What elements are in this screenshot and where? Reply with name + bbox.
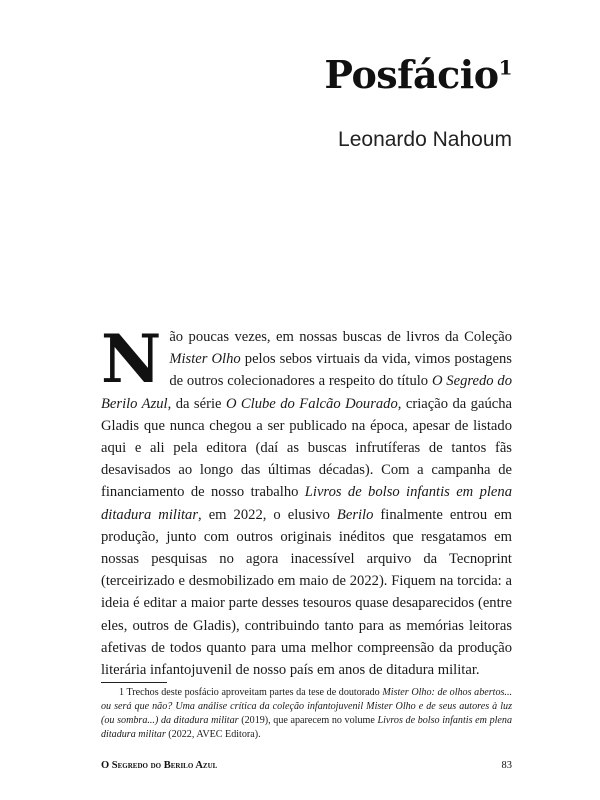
body-segment-italic: Berilo [336, 506, 374, 523]
chapter-title [324, 52, 512, 97]
footnote-segment-italic: Mister Olho: de olhos abertos... ou será que não? Uma análise crítica da coleção infantojuvenil Mister Olho e de seus autores à luz (ou sombra...) da ditadura militar [101, 687, 512, 726]
footnote [101, 686, 512, 742]
author-name: Leonardo Nahoum [338, 128, 512, 151]
body-segment-italic: Mister Olho [169, 351, 241, 368]
body-segment-italic: Livros de bolso infantis em plena ditadura militar [101, 484, 512, 523]
footnote-number: 1 [119, 687, 125, 698]
running-title: O Segredo do Berilo Azul [101, 760, 218, 771]
footnote-segment-italic: Livros de bolso infantis em plena ditadura militar [101, 715, 512, 740]
footnote-mark: 1 [498, 55, 512, 80]
footnote-segment: (2019), que aparecem no volume [238, 715, 378, 726]
body-segment: , da série [167, 395, 226, 412]
body-paragraph [101, 320, 512, 681]
chapter-title-text: Posfácio [324, 52, 499, 97]
footnote-divider [101, 682, 167, 683]
body-segment: , criação da gaúcha Gladis que nunca chegou a ser publicado na época, apesar de listado aqui e ali pela editora (daí as buscas infrutíferas de tantos fãs desavisados ao longo das últimas décadas). Com a campanha de financiamento de nosso trabalho [101, 395, 512, 501]
body-segment: finalmente entrou em produção, junto com outros originais inéditos que resgatamos em nossas pesquisas no agora inacessível arquivo da Tecnoprint (terceirizado e desmobilizado em maio de 2022). Fiquem na torcida: a ideia é editar a maior parte desses tesouros quase desaparecidos (entre eles, outros de Gladis), contribuindo tanto para as memórias leitoras afetivas de todos quanto para uma melhor compreensão da produção literária infantojuvenil de nosso país em anos de ditadura militar. [101, 506, 512, 679]
body-segment: pelos sebos virtuais da vida, vimos postagens de outros colecionadores a respeito do título [169, 351, 512, 390]
body-segment: ão poucas vezes, em nossas buscas de livros da Coleção [169, 329, 512, 345]
body-segment-italic: O Segredo do Berilo Azul [101, 373, 512, 412]
body-segment-italic: O Clube do Falcão Dourado [225, 395, 398, 412]
body-segment: , em 2022, o elusivo [198, 506, 337, 523]
drop-cap: N [101, 320, 162, 398]
footnote-segment: Trechos deste posfácio aproveitam partes da tese de doutorado [124, 687, 383, 698]
page-number: 83 [501, 760, 512, 771]
footnote-segment: (2022, AVEC Editora). [165, 729, 261, 740]
